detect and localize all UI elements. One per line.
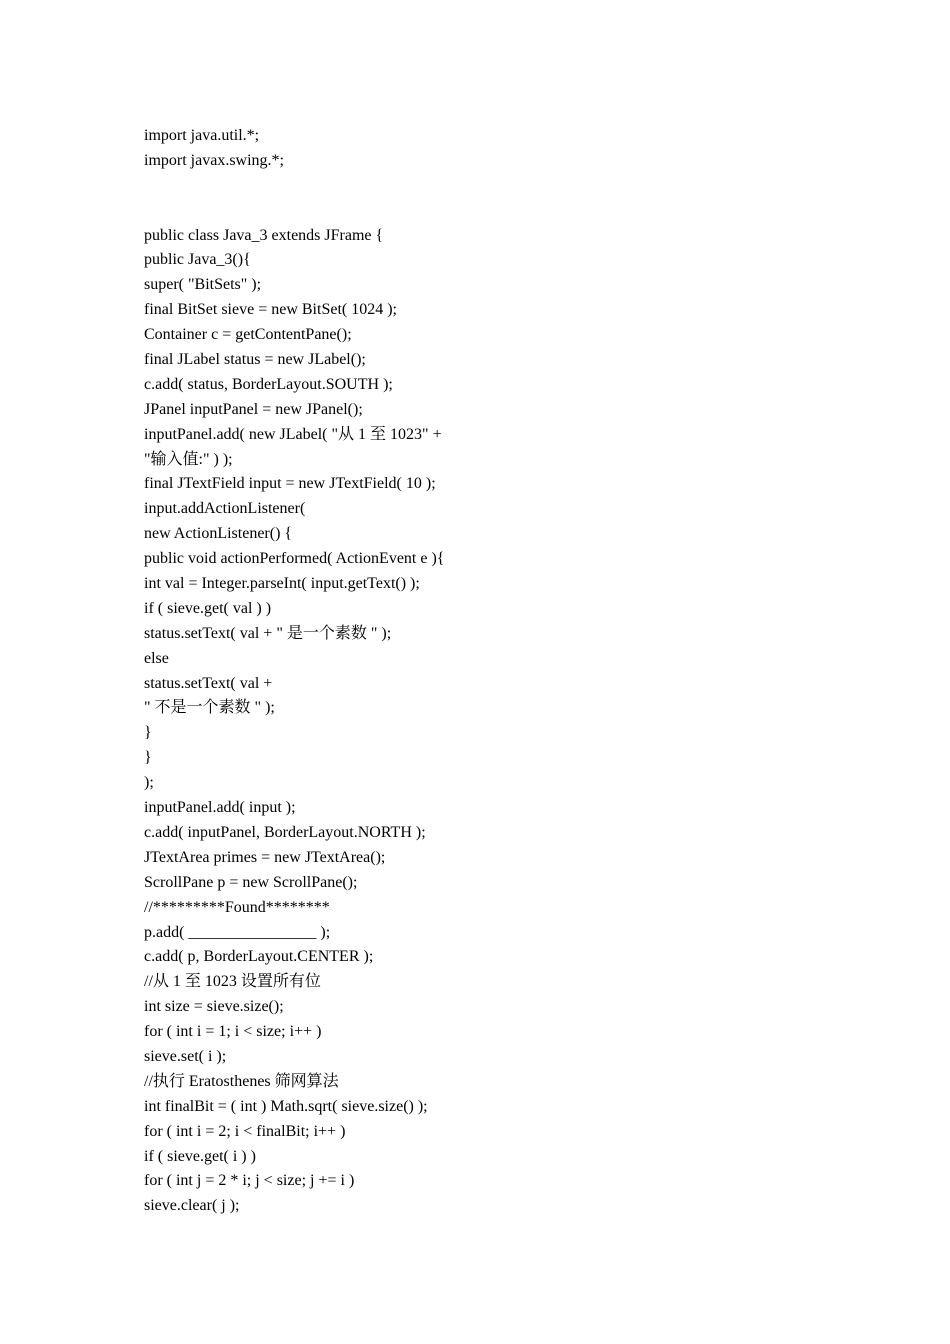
code-line: public class Java_3 extends JFrame { [144,226,384,244]
code-line: status.setText( val + [144,674,273,692]
code-line: for ( int i = 2; i < finalBit; i++ ) [144,1122,346,1140]
code-line: import javax.swing.*; [144,151,284,169]
code-line: import java.util.*; [144,127,260,144]
code-line: c.add( inputPanel, BorderLayout.NORTH ); [144,823,426,841]
code-line: super( "BitSets" ); [144,276,262,294]
code-line: int size = sieve.size(); [144,998,284,1016]
code-line: sieve.set( i ); [144,1047,227,1065]
code-line: ); [144,774,154,792]
code-line: public Java_3(){ [144,251,251,269]
code-line: c.add( status, BorderLayout.SOUTH ); [144,375,393,393]
code-line: p.add( ________________ ); [144,923,331,941]
code-line: if ( sieve.get( val ) ) [144,599,272,617]
code-line: //执行 Eratosthenes 筛网算法 [144,1072,339,1090]
code-line: final JLabel status = new JLabel(); [144,351,366,369]
code-line: input.addActionListener( [144,500,306,518]
code-line: //从 1 至 1023 设置所有位 [144,973,321,991]
code-line [144,199,844,224]
code-line: for ( int j = 2 * i; j < size; j += i ) [144,1172,355,1190]
code-listing [144,124,844,1219]
code-line: "输入值:" ) ); [144,450,233,468]
code-line: " 不是一个素数 " ); [144,699,275,717]
code-line: sieve.clear( j ); [144,1197,240,1215]
code-line: } [144,749,152,767]
code-line: JTextArea primes = new JTextArea(); [144,848,386,866]
code-line: else [144,649,169,667]
code-line: c.add( p, BorderLayout.CENTER ); [144,948,374,966]
code-line: int val = Integer.parseInt( input.getText() ); [144,575,420,593]
code-line: final BitSet sieve = new BitSet( 1024 ); [144,301,397,319]
code-line: int finalBit = ( int ) Math.sqrt( sieve.size() ); [144,1097,428,1115]
code-line: if ( sieve.get( i ) ) [144,1147,256,1165]
code-line: for ( int i = 1; i < size; i++ ) [144,1023,322,1041]
code-line [144,174,844,199]
code-line: public void actionPerformed( ActionEvent e ){ [144,550,445,568]
code-line: status.setText( val + " 是一个素数 " ); [144,624,392,642]
code-line: ScrollPane p = new ScrollPane(); [144,873,358,891]
code-line: final JTextField input = new JTextField( 10 ); [144,475,436,493]
code-line: new ActionListener() { [144,525,293,543]
code-line: inputPanel.add( new JLabel( "从 1 至 1023" + [144,425,442,443]
code-line: } [144,724,152,742]
code-line: Container c = getContentPane(); [144,326,352,344]
code-line: inputPanel.add( input ); [144,799,296,817]
code-line: JPanel inputPanel = new JPanel(); [144,400,363,418]
code-line: //*********Found******** [144,898,330,916]
